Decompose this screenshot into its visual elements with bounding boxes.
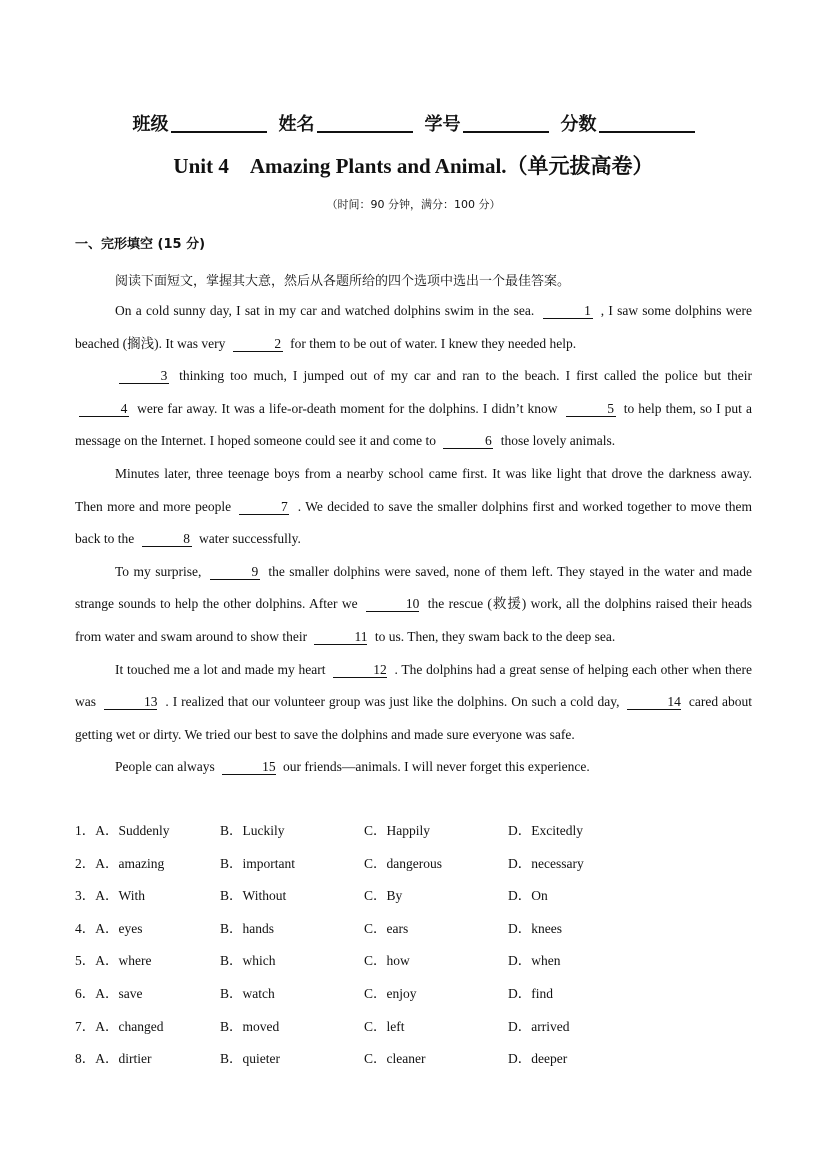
option-C[interactable]: C．how xyxy=(364,953,410,969)
option-B[interactable]: B．important xyxy=(220,855,295,871)
option-B[interactable]: B．hands xyxy=(220,920,274,936)
option-C[interactable]: C．dangerous xyxy=(364,855,442,871)
blank-3[interactable]: 3 xyxy=(119,368,169,384)
option-A[interactable]: 3．A．With xyxy=(75,888,145,904)
passage-text: the rescue (救援) work, all the dolphins raised their heads from water and swam around to show their xyxy=(75,596,753,644)
option-B[interactable]: B．watch xyxy=(220,985,275,1001)
field-label: 学号 xyxy=(424,114,461,135)
field-label: 分数 xyxy=(560,114,597,135)
passage-text: thinking too much, I jumped out of my car and ran to the beach. I first called the police but their xyxy=(179,368,752,384)
blank-7[interactable]: 7 xyxy=(239,499,289,515)
page-title: Unit 4 Amazing Plants and Animal.（单元拔高卷） xyxy=(173,154,654,178)
option-A[interactable]: 2．A．amazing xyxy=(75,855,165,871)
option-C[interactable]: C．Happily xyxy=(364,823,430,838)
passage-text: to help them, so I put a message on the Internet. I hoped someone could see it and come to xyxy=(75,400,752,449)
instruction: 阅读下面短文，掌握其大意，然后从各题所给的四个选项中选出一个最佳答案。 xyxy=(115,274,571,289)
option-A[interactable]: 8．A．dirtier xyxy=(75,1051,152,1067)
passage-text: . We decided to save the smaller dolphins first and worked together to move them back to the xyxy=(75,498,752,547)
question-8-options xyxy=(75,1043,752,1076)
passage-text: those lovely animals. xyxy=(500,433,616,449)
passage-text: People can always xyxy=(115,759,215,775)
paragraph xyxy=(75,458,752,556)
paragraph xyxy=(75,654,752,752)
passage-text: To my surprise, xyxy=(115,563,202,579)
option-A[interactable]: 7．A．changed xyxy=(75,1018,164,1034)
blank-4[interactable]: 4 xyxy=(79,401,129,417)
option-C[interactable]: C．ears xyxy=(364,920,409,936)
question-2-options xyxy=(75,848,752,881)
field-0 xyxy=(133,110,267,136)
options-list xyxy=(75,815,752,1076)
option-A[interactable]: 1．A．Suddenly xyxy=(75,823,170,838)
passage-text: to us. Then, they swam back to the deep sea. xyxy=(374,628,616,644)
passage-text: On a cold sunny day, I sat in my car and watched dolphins swim in the sea. xyxy=(115,303,535,318)
paragraph xyxy=(75,295,752,360)
option-B[interactable]: B．moved xyxy=(220,1018,280,1034)
paragraph xyxy=(75,360,752,458)
question-6-options xyxy=(75,978,752,1011)
option-A[interactable]: 5．A．where xyxy=(75,953,152,969)
option-A[interactable]: 4．A．eyes xyxy=(75,920,143,936)
option-D[interactable]: D．deeper xyxy=(508,1051,568,1067)
option-B[interactable]: B．which xyxy=(220,953,276,969)
option-B[interactable]: B．Luckily xyxy=(220,823,285,838)
option-C[interactable]: C．cleaner xyxy=(364,1051,426,1067)
passage-text: cared about getting wet or dirty. We tried our best to save the dolphins and made sure everyone was safe. xyxy=(75,694,753,742)
question-4-options xyxy=(75,913,752,946)
option-C[interactable]: C．By xyxy=(364,888,403,904)
option-D[interactable]: D．knees xyxy=(508,920,562,936)
field-blank[interactable] xyxy=(463,113,549,133)
option-C[interactable]: C．enjoy xyxy=(364,985,417,1001)
passage-text: the smaller dolphins were saved, none of them left. They stayed in the water and made strange sounds to help the other dolphins. After we xyxy=(75,563,753,612)
passage-text: water successfully. xyxy=(198,531,301,547)
field-blank[interactable] xyxy=(599,113,695,133)
passage-text: It touched me a lot and made my heart xyxy=(115,661,326,677)
blank-11[interactable]: 11 xyxy=(314,629,367,645)
blank-9[interactable]: 9 xyxy=(210,564,260,580)
question-5-options xyxy=(75,945,752,978)
blank-10[interactable]: 10 xyxy=(366,596,420,612)
option-D[interactable]: D．arrived xyxy=(508,1018,570,1034)
option-D[interactable]: D．when xyxy=(508,953,561,969)
passage-text: for them to be out of water. I knew they needed help. xyxy=(290,335,577,351)
passage-text: Minutes later, three teenage boys from a nearby school came first. It was like light that drove the darkness away. Then more and more people xyxy=(75,465,752,514)
passage-text: were far away. It was a life-or-death moment for the dolphins. I didn’t know xyxy=(137,400,558,416)
option-A[interactable]: 6．A．save xyxy=(75,985,143,1001)
section-heading: 一、完形填空 (15 分) xyxy=(75,237,206,252)
field-blank[interactable] xyxy=(317,113,413,133)
cloze-passage xyxy=(75,295,752,784)
field-2 xyxy=(425,110,549,136)
blank-5[interactable]: 5 xyxy=(566,401,616,417)
option-C[interactable]: C．left xyxy=(364,1018,405,1034)
exam-info: （时间：90 分钟，满分：100 分） xyxy=(326,198,501,211)
blank-8[interactable]: 8 xyxy=(142,531,192,547)
option-D[interactable]: D．necessary xyxy=(508,855,584,871)
passage-text: , I saw some dolphins were beached (搁浅). It was very xyxy=(75,303,752,351)
student-info-row xyxy=(0,110,827,136)
passage-text: our friends—animals. I will never forget this experience. xyxy=(282,759,590,775)
option-D[interactable]: D．Excitedly xyxy=(508,823,583,838)
field-blank[interactable] xyxy=(171,113,267,133)
option-B[interactable]: B．quieter xyxy=(220,1051,280,1067)
field-label: 姓名 xyxy=(278,114,315,135)
passage-text: . I realized that our volunteer group was just like the dolphins. On such a cold day, xyxy=(165,694,620,710)
option-D[interactable]: D．find xyxy=(508,985,553,1001)
field-1 xyxy=(279,110,413,136)
option-D[interactable]: D．On xyxy=(508,888,548,904)
field-3 xyxy=(561,110,695,136)
blank-14[interactable]: 14 xyxy=(627,694,681,710)
blank-1[interactable]: 1 xyxy=(543,303,593,319)
question-3-options xyxy=(75,880,752,913)
blank-12[interactable]: 12 xyxy=(333,662,387,678)
blank-2[interactable]: 2 xyxy=(233,336,283,352)
passage-text: . The dolphins had a great sense of helping each other when there was xyxy=(75,661,752,710)
blank-15[interactable]: 15 xyxy=(222,759,276,775)
blank-13[interactable]: 13 xyxy=(104,694,158,710)
question-1-options xyxy=(75,815,752,848)
question-7-options xyxy=(75,1011,752,1044)
option-B[interactable]: B．Without xyxy=(220,888,287,904)
paragraph xyxy=(75,751,752,784)
paragraph xyxy=(75,556,752,654)
field-label: 班级 xyxy=(132,114,169,135)
blank-6[interactable]: 6 xyxy=(443,433,493,449)
